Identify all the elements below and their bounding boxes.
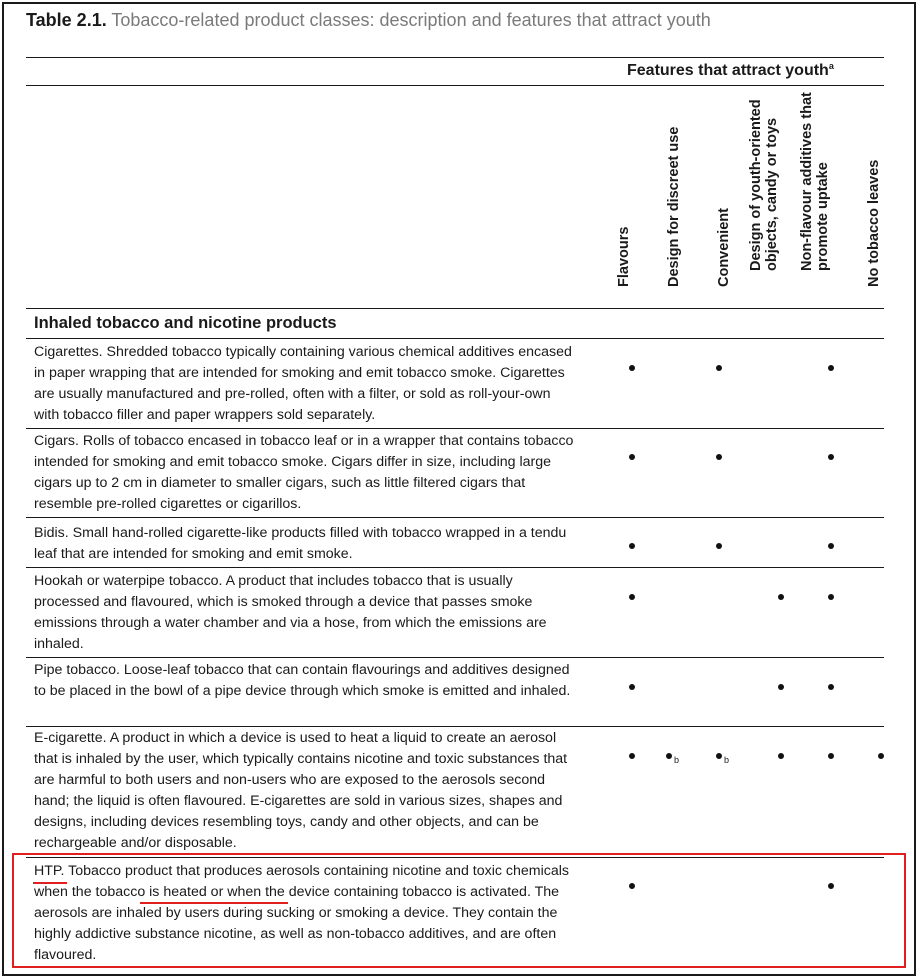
rule-section (26, 338, 884, 339)
rule-row (26, 567, 884, 568)
row-hookah-text: Hookah or waterpipe tobacco. A product that includes tobacco that is usually processed and flavoured, which is smoked through a device that passes smoke emissions through a water chamber and via a hose, from which the emissions are inhaled. (34, 573, 547, 652)
feature-mark (828, 753, 834, 759)
row-cigars-text: Cigars. Rolls of tobacco encased in tobacco leaf or in a wrapper that contains tobacco intended for smoking and emit tobacco smoke. Cigars differ in size, including large cigars up to 2 cm in diameter to smaller cigars, such as little filtered cigars that resemble pre-rolled cigarettes or cigarillos. (34, 433, 574, 512)
table-title-text: Tobacco-related product classes: description and features that attract youth (111, 10, 711, 30)
row-cigarettes-text: Cigarettes. Shredded tobacco typically containing various chemical additives encased in paper wrapping that are intended for smoking and emit tobacco smoke. Cigarettes are usually manufactured and pre-rolled, often with a filter, or sold as roll-your-own with tobacco filler and paper wrappers sold separately. (34, 344, 572, 423)
feature-mark (828, 883, 834, 889)
feature-mark (716, 454, 722, 460)
footnote-mark: b (674, 755, 680, 765)
feature-mark (878, 753, 884, 759)
rule-row (26, 657, 884, 658)
footnote-mark: b (724, 755, 730, 765)
row-pipe-text: Pipe tobacco. Loose-leaf tobacco that can contain flavourings and additives designed to be placed in the bowl of a pipe device through which smoke is emitted and inhaled. (34, 662, 571, 699)
feature-mark (778, 594, 784, 600)
feature-mark (828, 365, 834, 371)
feature-mark (629, 454, 635, 460)
feature-mark (629, 365, 635, 371)
feature-mark (629, 543, 635, 549)
feature-mark (716, 365, 722, 371)
rule-row (26, 428, 884, 429)
feature-mark (716, 543, 722, 549)
feature-mark (828, 594, 834, 600)
section-title: Inhaled tobacco and nicotine products (34, 314, 337, 332)
rule-head-bottom (26, 308, 884, 309)
row-bidis-text: Bidis. Small hand-rolled cigarette-like products filled with tobacco wrapped in a tendu leaf that are intended for smoking and emit smoke. (34, 525, 567, 562)
rule-top (26, 57, 884, 58)
feature-mark (828, 543, 834, 549)
feature-mark (629, 753, 635, 759)
table-title-number: Table 2.1. (26, 10, 107, 30)
rule-row (26, 726, 884, 727)
feature-mark (716, 753, 722, 759)
feature-mark (629, 684, 635, 690)
row-ecigarette-text: E-cigarette. A product in which a device is used to heat a liquid to create an aerosol that is inhaled by the user, which typically contains nicotine and toxic substances that are harmful to both users and non-users who are exposed to the aerosols second hand; the liquid is often flavoured. E-cigarettes are sold in various sizes, shapes and designs, including devices resembling toys, candy and other objects, and can be rechargeable and/or disposable. (34, 730, 568, 851)
feature-mark (778, 753, 784, 759)
feature-mark (828, 684, 834, 690)
annotation-highlight-box (12, 853, 906, 968)
row-htp-text: HTP. Tobacco product that produces aerosols containing nicotine and toxic chemicals when the tobacco is heated or when the device containing tobacco is activated. The aerosols are inhaled by users during sucking or smoking a device. They contain the highly addictive substance nicotine, as well as non-tobacco additives, and are often flavoured. (34, 863, 569, 963)
feature-mark (778, 684, 784, 690)
feature-mark (666, 753, 672, 759)
table-title (26, 10, 711, 31)
rule-row (26, 517, 884, 518)
feature-mark (828, 454, 834, 460)
features-header: Features that attract youth$^a$ (627, 61, 834, 79)
feature-mark (629, 883, 635, 889)
feature-mark (629, 594, 635, 600)
